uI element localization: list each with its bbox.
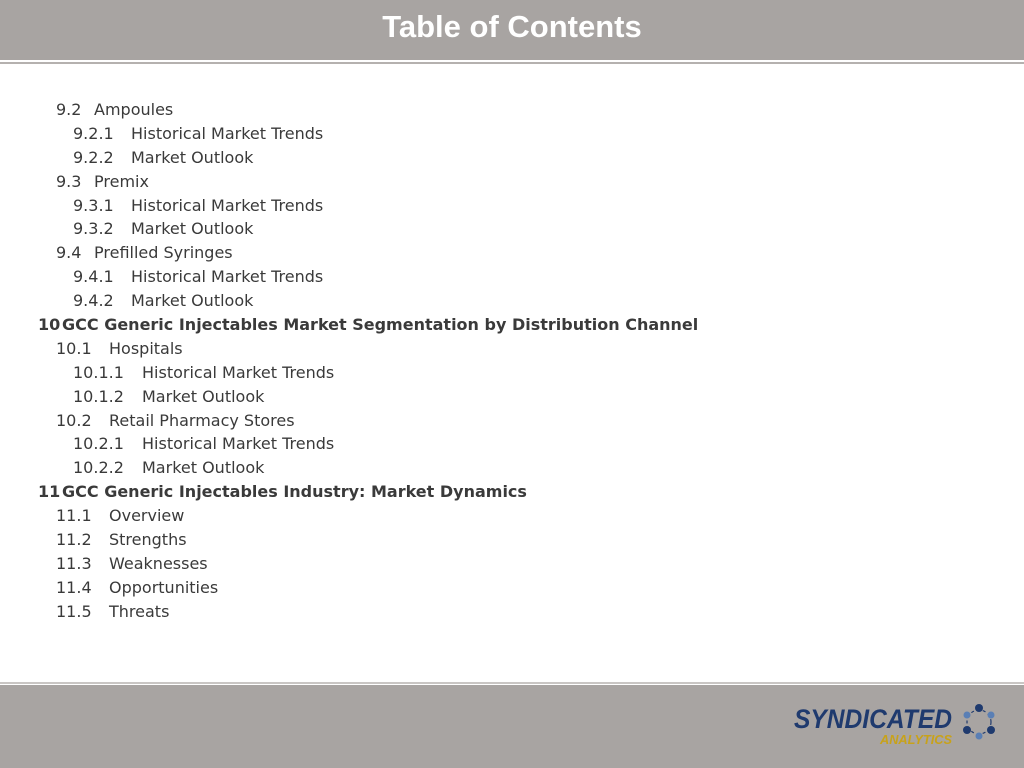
toc-entry xyxy=(0,170,1024,194)
toc-entry-number: 10 xyxy=(38,315,61,335)
toc-entry-label: Market Outlook xyxy=(131,219,254,239)
toc-entry-label: Threats xyxy=(109,601,170,621)
toc-entry-label: GCC Generic Injectables Industry: Market Dynamics xyxy=(62,482,527,502)
toc-entry xyxy=(0,146,1024,170)
toc-entry-label: Historical Market Trends xyxy=(131,195,324,215)
toc-entry-label: Market Outlook xyxy=(131,291,254,311)
toc-entry-number: 10.2.2 xyxy=(73,458,124,478)
toc-entry-label: Market Outlook xyxy=(142,386,265,406)
toc-entry-label: Opportunities xyxy=(109,577,219,597)
toc-entry-label: Strengths xyxy=(109,530,187,550)
toc-entry xyxy=(0,480,1024,504)
toc-entry xyxy=(0,552,1024,576)
toc-entry xyxy=(0,122,1024,146)
toc-entry xyxy=(0,241,1024,265)
logo-wordmark-bottom: ANALYTICS xyxy=(879,732,953,747)
toc-entry xyxy=(0,504,1024,528)
toc-entry-number: 9.2.2 xyxy=(73,147,114,167)
toc-entry-number: 11.1 xyxy=(56,506,92,526)
toc-entry-number: 10.2.1 xyxy=(73,434,124,454)
toc-entry-label: Historical Market Trends xyxy=(142,362,335,382)
toc-entry xyxy=(0,217,1024,241)
page-title: Table of Contents xyxy=(382,9,642,44)
toc-entry-label: Ampoules xyxy=(94,100,174,119)
toc-entry-number: 11 xyxy=(38,482,61,502)
toc-entry-number: 9.4.2 xyxy=(73,291,114,311)
toc-entry-number: 9.3 xyxy=(56,171,82,191)
toc-entry xyxy=(0,361,1024,385)
toc-entry-number: 11.5 xyxy=(56,601,92,621)
toc-entry xyxy=(0,289,1024,313)
toc-entry-label: Historical Market Trends xyxy=(142,434,335,454)
toc-entry xyxy=(0,456,1024,480)
toc-entry-number: 11.3 xyxy=(56,553,92,573)
title-divider xyxy=(0,62,1024,64)
toc-entry-label: Hospitals xyxy=(109,338,183,358)
toc-entry-number: 11.4 xyxy=(56,577,92,597)
footer-divider xyxy=(0,682,1024,684)
toc-entry-label: GCC Generic Injectables Market Segmentation by Distribution Channel xyxy=(62,315,699,335)
toc-entry xyxy=(0,337,1024,361)
toc-entry-label: Weaknesses xyxy=(109,553,208,573)
toc-entry xyxy=(0,528,1024,552)
toc-entry-number: 9.2 xyxy=(56,100,82,119)
toc-entry-number: 10.1.1 xyxy=(73,362,124,382)
toc-entry xyxy=(0,432,1024,456)
toc-entry-label: Overview xyxy=(109,506,185,526)
toc-entry xyxy=(0,98,1024,122)
toc-entry-label: Historical Market Trends xyxy=(131,267,324,287)
toc-entry-number: 11.2 xyxy=(56,530,92,550)
table-of-contents xyxy=(0,98,1024,624)
toc-entry xyxy=(0,313,1024,337)
toc-entry-label: Market Outlook xyxy=(142,458,265,478)
toc-entry-label: Premix xyxy=(94,171,149,191)
toc-entry-number: 9.2.1 xyxy=(73,123,114,143)
toc-entry-number: 9.4.1 xyxy=(73,267,114,287)
toc-entry xyxy=(0,265,1024,289)
toc-entry-number: 10.1.2 xyxy=(73,386,124,406)
logo-wordmark-top: SYNDICATED xyxy=(794,704,952,734)
molecule-icon xyxy=(963,704,995,740)
logo-graphic xyxy=(794,700,1004,750)
toc-entry-label: Retail Pharmacy Stores xyxy=(109,410,295,430)
toc-entry-number: 9.3.2 xyxy=(73,219,114,239)
toc-entry xyxy=(0,576,1024,600)
toc-entry xyxy=(0,409,1024,433)
toc-entry-label: Prefilled Syringes xyxy=(94,243,233,263)
toc-entry-number: 9.4 xyxy=(56,243,82,263)
toc-entry-number: 9.3.1 xyxy=(73,195,114,215)
syndicated-analytics-logo xyxy=(794,700,1004,750)
toc-entry-label: Historical Market Trends xyxy=(131,123,324,143)
toc-entry-number: 10.2 xyxy=(56,410,92,430)
toc-entry xyxy=(0,194,1024,218)
toc-entry xyxy=(0,385,1024,409)
toc-entry xyxy=(0,600,1024,624)
toc-entry-number: 10.1 xyxy=(56,338,92,358)
toc-entry-label: Market Outlook xyxy=(131,147,254,167)
